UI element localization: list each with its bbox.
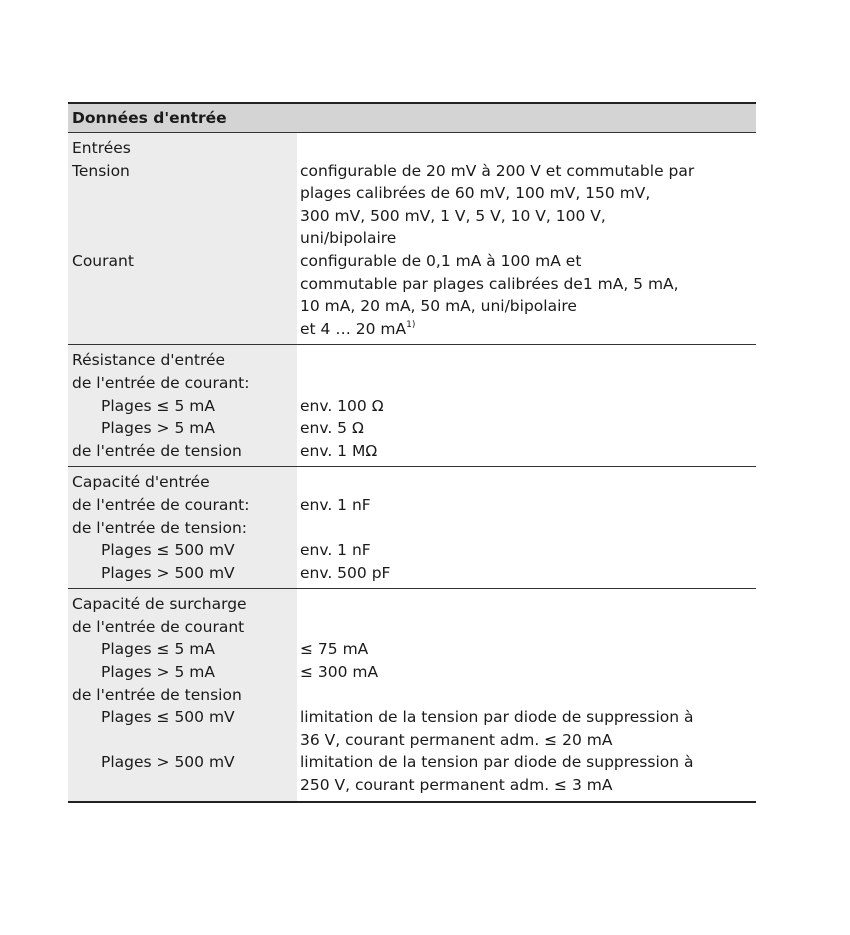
footnote-marker: 1) [406, 319, 416, 330]
row-label [72, 273, 297, 296]
row-label: de l'entrée de tension: [72, 518, 247, 537]
row-value: 250 V, courant permanent adm. ≤ 3 mA [300, 776, 613, 795]
row-label: Plages > 500 mV [101, 753, 235, 772]
row-value [300, 318, 756, 341]
row-value [300, 471, 756, 494]
section-values [297, 589, 756, 800]
row-label: Plages ≤ 500 mV [101, 708, 235, 727]
row-value: 36 V, courant permanent adm. ≤ 20 mA [300, 730, 613, 749]
section-values [297, 345, 756, 466]
row-value: env. 1 nF [300, 495, 371, 514]
section-overload-capacity [68, 589, 756, 800]
row-value: env. 1 MΩ [300, 441, 378, 460]
row-label: Capacité de surcharge [72, 595, 247, 614]
row-value: env. 100 Ω [300, 396, 384, 415]
row-label: Plages > 5 mA [101, 663, 215, 682]
row-value [300, 349, 756, 372]
row-value: limitation de la tension par diode de suppression à [300, 753, 694, 772]
row-label [72, 318, 297, 341]
row-value: commutable par plages calibrées de1 mA, 5 mA, [300, 274, 679, 293]
row-label: de l'entrée de courant: [72, 495, 250, 514]
row-value-text: et 4 … 20 mA [300, 319, 407, 338]
row-label: Résistance d'entrée [72, 351, 226, 370]
row-value [300, 684, 756, 707]
row-value: configurable de 0,1 mA à 100 mA et [300, 251, 582, 270]
row-label [72, 729, 297, 752]
row-value: limitation de la tension par diode de suppression à [300, 708, 694, 727]
row-label [72, 227, 297, 250]
row-label: Plages ≤ 5 mA [101, 640, 215, 659]
section-labels [68, 589, 297, 800]
row-label [72, 205, 297, 228]
section-values [297, 467, 756, 588]
row-label [72, 295, 297, 318]
section-labels [68, 467, 297, 588]
row-label: Plages ≤ 500 mV [101, 541, 235, 560]
row-value: uni/bipolaire [300, 229, 397, 248]
row-label: Plages > 5 mA [101, 419, 215, 438]
row-label: Entrées [72, 139, 131, 157]
section-inputs [68, 133, 756, 345]
row-label: de l'entrée de courant: [72, 373, 250, 392]
row-label: de l'entrée de tension [72, 685, 242, 704]
section-labels [68, 345, 297, 466]
table-header: Données d'entrée [68, 104, 756, 133]
row-value [300, 372, 756, 395]
section-labels [68, 133, 297, 344]
row-label [72, 774, 297, 797]
row-value: plages calibrées de 60 mV, 100 mV, 150 mV, [300, 184, 651, 203]
row-value: 10 mA, 20 mA, 50 mA, uni/bipolaire [300, 297, 577, 316]
input-data-spec-table [68, 102, 756, 803]
row-value [300, 593, 756, 616]
section-values [297, 133, 756, 344]
row-label [72, 182, 297, 205]
row-label: de l'entrée de courant [72, 617, 245, 636]
row-value: env. 1 nF [300, 541, 371, 560]
row-label: Courant [72, 251, 134, 270]
row-value: 300 mV, 500 mV, 1 V, 5 V, 10 V, 100 V, [300, 206, 606, 225]
row-value [300, 616, 756, 639]
row-label: Plages ≤ 5 mA [101, 396, 215, 415]
row-value: env. 5 Ω [300, 419, 364, 438]
row-label: Plages > 500 mV [101, 563, 235, 582]
row-label: Tension [72, 161, 130, 180]
row-value: ≤ 75 mA [300, 640, 369, 659]
row-value: configurable de 20 mV à 200 V et commutable par [300, 161, 695, 180]
section-input-capacitance [68, 467, 756, 589]
section-input-resistance [68, 345, 756, 467]
row-label: de l'entrée de tension [72, 441, 242, 460]
row-label: Capacité d'entrée [72, 473, 210, 492]
row-value [300, 517, 756, 540]
row-value [300, 137, 756, 160]
row-value: env. 500 pF [300, 563, 391, 582]
row-value: ≤ 300 mA [300, 663, 379, 682]
